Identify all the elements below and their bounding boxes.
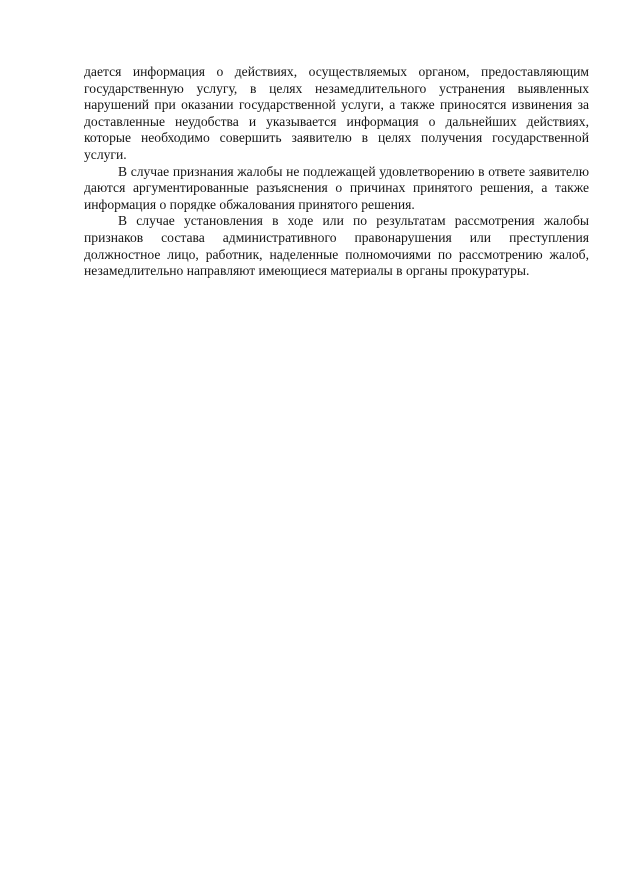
paragraph-complaint-rejected: В случае признания жалобы не подлежащей удовлетворению в ответе заявителю даются аргументированные разъяснения о причинах принятого решения, а также информация о порядке обжалования принятого решения. [84,163,589,212]
paragraph-violation-prosecution: В случае установления в ходе или по результатам рассмотрения жалобы признаков состава административного правонарушения или преступления должностное лицо, работник, наделенные полномочиями по рассмотрению жалоб, незамедлительно направляют имеющиеся материалы в органы прокуратуры. [84,213,589,279]
document-body [84,64,589,280]
paragraph-continuation: дается информация о действиях, осуществляемых органом, предоставляющим государственную услугу, в целях незамедлительного устранения выявленных нарушений при оказании государственной услуги, а также приносятся извинения за доставленные неудобства и указывается информация о дальнейших действиях, которые необходимо совершить заявителю в целях получения государственной услуги. [84,64,589,162]
